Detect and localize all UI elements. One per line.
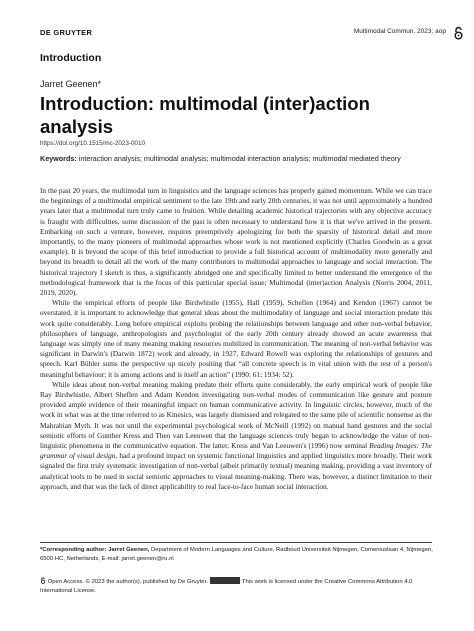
- corresponding-author-footnote: [40, 546, 434, 564]
- footnote-text: Department of Modern Languages and Culture, Radboud Universiteit Nijmegen, Comeniuslaan 4, Nijmegen, 6500 HC, Netherlands, E-mail: jarret.geenen@ru.nl: [40, 547, 433, 562]
- keywords-text: interaction analysis; multimodal analysis; multimodal interaction analysis; multimodal mediated theory: [76, 154, 401, 163]
- open-access-text: Open Access. © 2023 the author(s), published by De Gruyter.: [47, 579, 208, 585]
- paragraph-3-part-a: While ideas about non-verbal meaning making predate their efforts quite considerably, the early empirical work of people like Ray Birdwhistle, Albert Sheflen and Adam Kendon investigating non-verbal modes of communication like gesture and posture provided ample evidence of their meaningful impact on human communicative activity. In linguistic circles, however, much of the work in what was at the time referred to as Kinesics, was largely dismissed and relegated to the same pile of scientific nonsense as the Mahrabian Myth. It was not until the experimental psychological work of McNeill (1992) on manual hand gestures and the social semiotic efforts of Gunther Kress and Theo van Leeuwen that the language sciences truly began to acknowledge the value of non-linguistic phenomena in the communicative equation. The latter, Kress and Van Leeuwen's (1996) now seminal: [40, 379, 432, 451]
- author-name: Jarret Geenen*: [40, 79, 102, 89]
- doi-link[interactable]: https://doi.org/10.1515/mc-2023-0010: [40, 140, 146, 147]
- book-title: Reading Images: The grammar of visual design: [40, 441, 432, 461]
- journal-citation: Multimodal Commun. 2023; aop: [353, 28, 446, 35]
- paragraph-1: In the past 20 years, the multimodal turn in linguistics and the language sciences has properly gained momentum. While we can trace the beginnings of a multimodal empirical sentiment to the late 19th and early 20th centuries, it was not until approximately a hundred years later that a multimodal turn truly came to fruition. While detailing academic historical trajectories with any objective accuracy is fraught with difficulties, some discussion of the past is often necessary to understand how it is that we've arrived in the present. Embarking on such a venture, however, requires preemptively apologizing for both the sparsity of historical detail and more importantly, to the many pioneers of multimodal approaches whose work is not mentioned explicitly (Charles Goodwin as a great example). It is beyond the scope of this brief introduction to provide a full historical account of multimodality more generally and beyond its breadth to detail all the work of the many contributors to multimodal approaches to language and social interaction. The historical trajectory I sketch is thus, a significantly abridged one and specifically limited to better understand the emergence of the methodological framework that is the focus of this particular special issue; Multimodal (inter)action Analysis (Norris 2004, 2011, 2019, 2020).: [40, 186, 432, 298]
- cc-by-license-icon[interactable]: [210, 577, 240, 584]
- publisher-name: DE GRUYTER: [40, 28, 93, 37]
- open-access-icon: [453, 26, 464, 40]
- keywords-label: Keywords:: [40, 154, 77, 163]
- open-access-notice: [40, 577, 434, 596]
- paragraph-3: [40, 380, 432, 492]
- article-body: [40, 186, 432, 492]
- page-header: [40, 28, 464, 44]
- footnote-label: *Corresponding author: Jarret Geenen,: [40, 547, 150, 553]
- footnote-divider: [40, 542, 432, 543]
- license-text: This work is licensed under the Creative Commons Attribution 4.0 International License.: [40, 579, 413, 594]
- open-access-small-icon: [40, 577, 46, 584]
- article-title: Introduction: multimodal (inter)action analysis: [40, 93, 370, 137]
- section-label: Introduction: [40, 52, 102, 64]
- paragraph-2: While the empirical efforts of people like Birdwhistle (1955), Hall (1959), Scheflen (1964) and Kendon (1967) cannot be overstated, it is important to acknowledge that general ideas about the multimodality of language and social interaction predate this work quite considerably. Long before empirical exploits probing the relationships between language and other non-verbal behavior, philosophers of language, anthropologists and psychologist of the early 20th century already showed an acute awareness that language was simply one of many meaning making resources mobilized in communication. The meaning of non-verbal behavior was significant in Darwin's (Darwin 1872) work and already, in 1927, Edward Rowell was exploring the relationships of gestures and speech. Karl Bühler sums the perspective up nicely positing that “all concrete speech is in vital union with the rest of a person's meaningful behaviour; it is among actions and is itself an action” (1990: 61; 1934: 52).: [40, 298, 432, 379]
- keywords: [40, 154, 432, 165]
- paragraph-3-part-b: , had a profound impact on systemic functional linguistics and applied linguistics more broadly. Their work signaled the first truly systematic investigation of non-verbal (albeit primarily textual) meaning making, providing a vast inventory of analytical tools to be used in social semiotic approaches to visual meaning-making. There was, however, a distinct limitation to their approach, and that was the lack of direct applicability to real face-to-face human social interaction.: [40, 451, 433, 491]
